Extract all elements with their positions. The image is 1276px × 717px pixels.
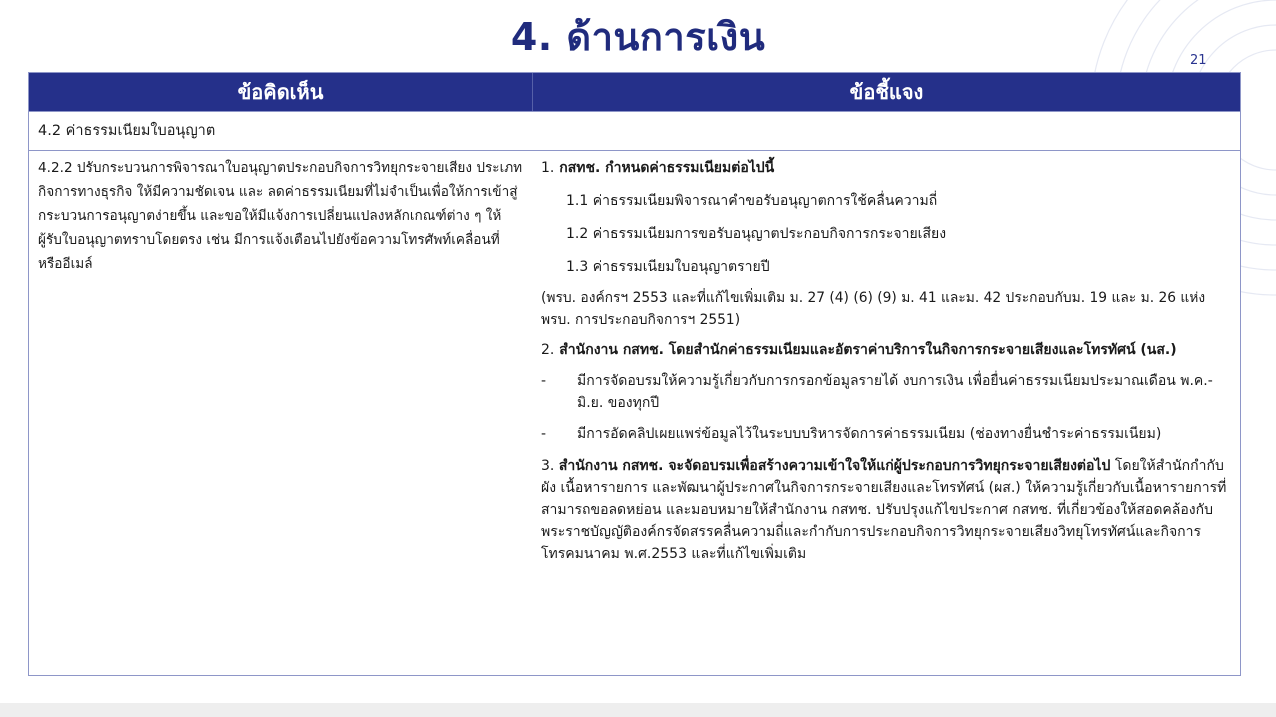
table-row — [29, 150, 1240, 675]
response-item-1-number: 1. — [541, 160, 555, 176]
response-item-1 — [541, 157, 1230, 179]
response-item-2-title: สำนักงาน กสทช. โดยสำนักค่าธรรมเนียมและอัตราค่าบริการในกิจการกระจายเสียงและโทรทัศน์ (นส.) — [559, 342, 1177, 358]
response-item-2 — [541, 339, 1230, 361]
comments-table — [28, 72, 1241, 676]
table-header — [29, 73, 1240, 111]
response-item-3-number: 3. — [541, 458, 555, 474]
section-row: 4.2 ค่าธรรมเนียมใบอนุญาต — [29, 111, 1240, 150]
response-item-3 — [541, 455, 1230, 565]
response-sub-1-1: 1.1 ค่าธรรมเนียมพิจารณาคำขอรับอนุญาตการใช้คลื่นความถี่ — [566, 193, 938, 209]
comment-text: 4.2.2 ปรับกระบวนการพิจารณาใบอนุญาตประกอบกิจการวิทยุกระจายเสียง ประเภทกิจการทางธุรกิจ ให้มีความชัดเจน และ ลดค่าธรรมเนียมที่ไม่จำเป็นเพื่อให้การเข้าสู่กระบวนการอนุญาตง่ายขึ้น และขอให้มีแจ้งการเปลี่ยนแปลงหลักเกณฑ์ต่าง ๆ ให้ผู้รับใบอนุญาตทราบโดยตรง เช่น มีการแจ้งเตือนไปยังข้อความโทรศัพท์เคลื่อนที่หรืออีเมล์ — [38, 160, 523, 272]
response-item-1-title: กสทช. กำหนดค่าธรรมเนียมต่อไปนี้ — [559, 160, 775, 176]
list-item — [541, 423, 1230, 445]
bullet-dash-icon: - — [541, 373, 547, 389]
page-number: 21 — [1190, 53, 1207, 68]
bullet-dash-icon: - — [541, 426, 547, 442]
response-item-3-title: สำนักงาน กสทช. จะจัดอบรมเพื่อสร้างความเข้าใจให้แก่ผู้ประกอบการวิทยุกระจายเสียงต่อไป — [558, 458, 1111, 474]
bullet-text-1: มีการจัดอบรมให้ความรู้เกี่ยวกับการกรอกข้อมูลรายได้ งบการเงิน เพื่อยื่นค่าธรรมเนียมประมาณเดือน พ.ค.-มิ.ย. ของทุกปี — [577, 373, 1213, 411]
list-item — [541, 370, 1230, 414]
response-sub-1-2: 1.2 ค่าธรรมเนียมการขอรับอนุญาตประกอบกิจการกระจายเสียง — [566, 226, 947, 242]
response-item-2-number: 2. — [541, 342, 555, 358]
response-item-3-body: โดยให้สำนักกำกับผัง เนื้อหารายการ และพัฒนาผู้ประกาศในกิจการกระจายเสียงและโทรทัศน์ (ผส.) ให้ความรู้เกี่ยวกับเนื้อหารายการที่สามารถขอลดหย่อน และมอบหมายให้สำนักงาน กสทช. ปรับปรุงแก้ไขประกาศ กสทช. ที่เกี่ยวข้องให้สอดคล้องกับพระราชบัญญัติองค์กรจัดสรรคลื่นความถี่และกำกับการประกอบกิจการวิทยุกระจายเสียงวิทยุโทรทัศน์และกิจการโทรคมนาคม พ.ศ.2553 และที่แก้ไขเพิ่มเติม — [541, 458, 1227, 562]
bullet-text-2: มีการอัดคลิปเผยแพร่ข้อมูลไว้ในระบบบริหารจัดการค่าธรรมเนียม (ช่องทางยื่นชำระค่าธรรมเนียม) — [577, 426, 1162, 442]
response-sub-1-3: 1.3 ค่าธรรมเนียมใบอนุญาตรายปี — [566, 259, 770, 275]
page-title: 4. ด้านการเงิน — [510, 15, 766, 59]
header-response: ข้อชี้แจง — [849, 80, 924, 104]
comment-cell — [29, 151, 531, 675]
law-reference: (พรบ. องค์กรฯ 2553 และที่แก้ไขเพิ่มเติม ม. 27 (4) (6) (9) ม. 41 และม. 42 ประกอบกับม. 19 และ ม. 26 แห่ง พรบ. การประกอบกิจการฯ 2551) — [541, 290, 1206, 328]
response-cell — [531, 151, 1240, 675]
header-comment: ข้อคิดเห็น — [29, 73, 533, 111]
bottom-strip — [0, 703, 1276, 717]
